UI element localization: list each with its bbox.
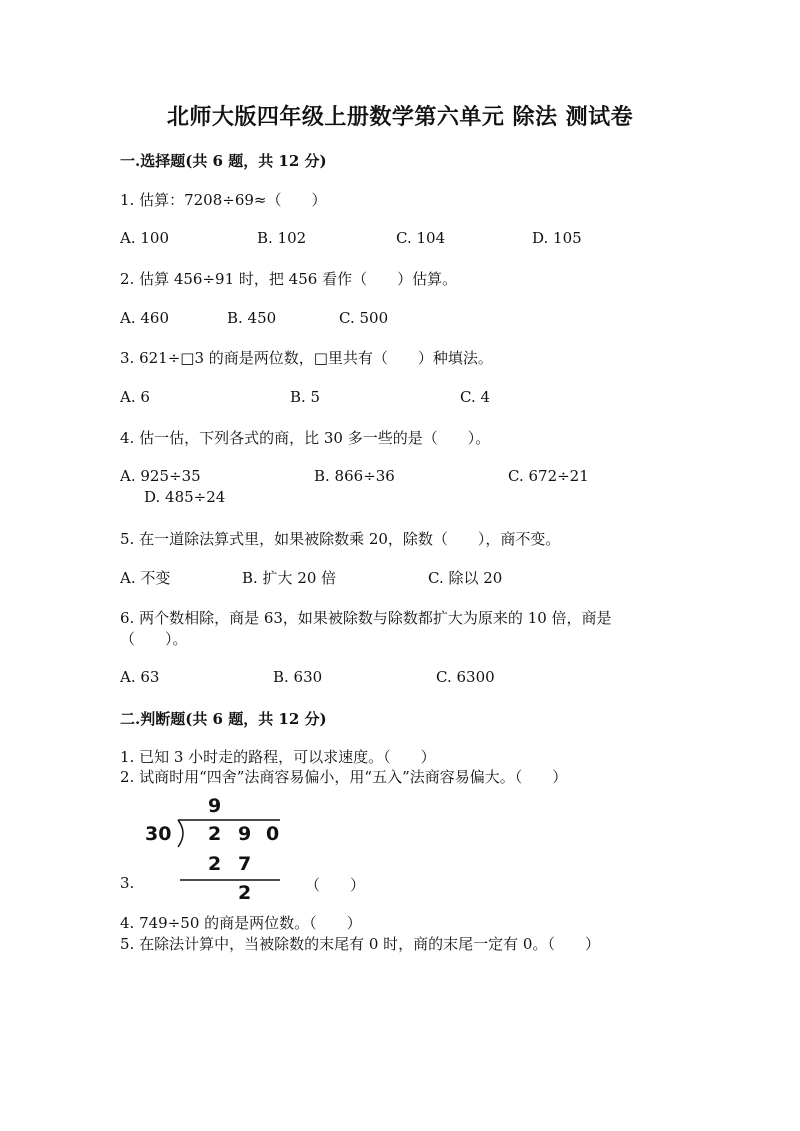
question-2: 2. 估算 456÷91 时，把 456 看作（ ）估算。 — [120, 270, 458, 288]
dividend-digit: 9 — [238, 823, 252, 845]
option-6a: A. 63 — [120, 668, 160, 686]
option-2b: B. 450 — [227, 309, 277, 327]
question-4: 4. 估一估，下列各式的商，比 30 多一些的是（ ）。 — [120, 429, 491, 447]
product-digit: 7 — [238, 853, 252, 875]
option-1c: C. 104 — [396, 229, 446, 247]
product-digit: 2 — [208, 853, 222, 875]
section-heading-choice: 一.选择题(共 6 题，共 12 分) — [120, 152, 327, 170]
division-remainder: 2 — [238, 882, 252, 904]
option-4d: D. 485÷24 — [144, 488, 226, 506]
option-5a: A. 不变 — [120, 569, 171, 587]
option-6c: C. 6300 — [436, 668, 495, 686]
option-5b: B. 扩大 20 倍 — [242, 569, 337, 587]
option-3c: C. 4 — [460, 388, 491, 406]
option-1b: B. 102 — [257, 229, 307, 247]
option-4c: C. 672÷21 — [508, 467, 589, 485]
judge-item-3-blank: （ ） — [305, 876, 366, 894]
option-2c: C. 500 — [339, 309, 389, 327]
question-6-line1: 6. 两个数相除，商是 63，如果被除数与除数都扩大为原来的 10 倍，商是 — [120, 609, 612, 627]
judge-item-4: 4. 749÷50 的商是两位数。（ ） — [120, 914, 362, 932]
division-quotient: 9 — [208, 795, 222, 817]
option-3b: B. 5 — [290, 388, 321, 406]
dividend-digit: 2 — [208, 823, 222, 845]
question-6-line2: （ ）。 — [120, 630, 188, 648]
division-divisor: 30 — [145, 823, 172, 845]
section-heading-judge: 二.判断题(共 6 题，共 12 分) — [120, 710, 327, 728]
option-2a: A. 460 — [120, 309, 169, 327]
question-1: 1. 估算：7208÷69≈（ ） — [120, 191, 327, 209]
question-5: 5. 在一道除法算式里，如果被除数乘 20，除数（ ），商不变。 — [120, 530, 561, 548]
judge-item-1: 1. 已知 3 小时走的路程，可以求速度。（ ） — [120, 748, 436, 766]
option-6b: B. 630 — [273, 668, 323, 686]
division-figure — [140, 793, 290, 905]
judge-item-3-label: 3. — [120, 874, 135, 892]
judge-item-5: 5. 在除法计算中，当被除数的末尾有 0 时，商的末尾一定有 0。（ ） — [120, 935, 600, 953]
option-4b: B. 866÷36 — [314, 467, 395, 485]
option-1a: A. 100 — [120, 229, 169, 247]
page-title: 北师大版四年级上册数学第六单元 除法 测试卷 — [166, 104, 634, 130]
option-4a: A. 925÷35 — [120, 467, 201, 485]
dividend-digit: 0 — [266, 823, 280, 845]
option-5c: C. 除以 20 — [428, 569, 503, 587]
judge-item-2: 2. 试商时用“四舍”法商容易偏小，用“五入”法商容易偏大。（ ） — [120, 768, 568, 786]
option-3a: A. 6 — [120, 388, 150, 406]
option-1d: D. 105 — [532, 229, 582, 247]
question-3: 3. 621÷□3 的商是两位数，□里共有（ ）种填法。 — [120, 349, 493, 367]
